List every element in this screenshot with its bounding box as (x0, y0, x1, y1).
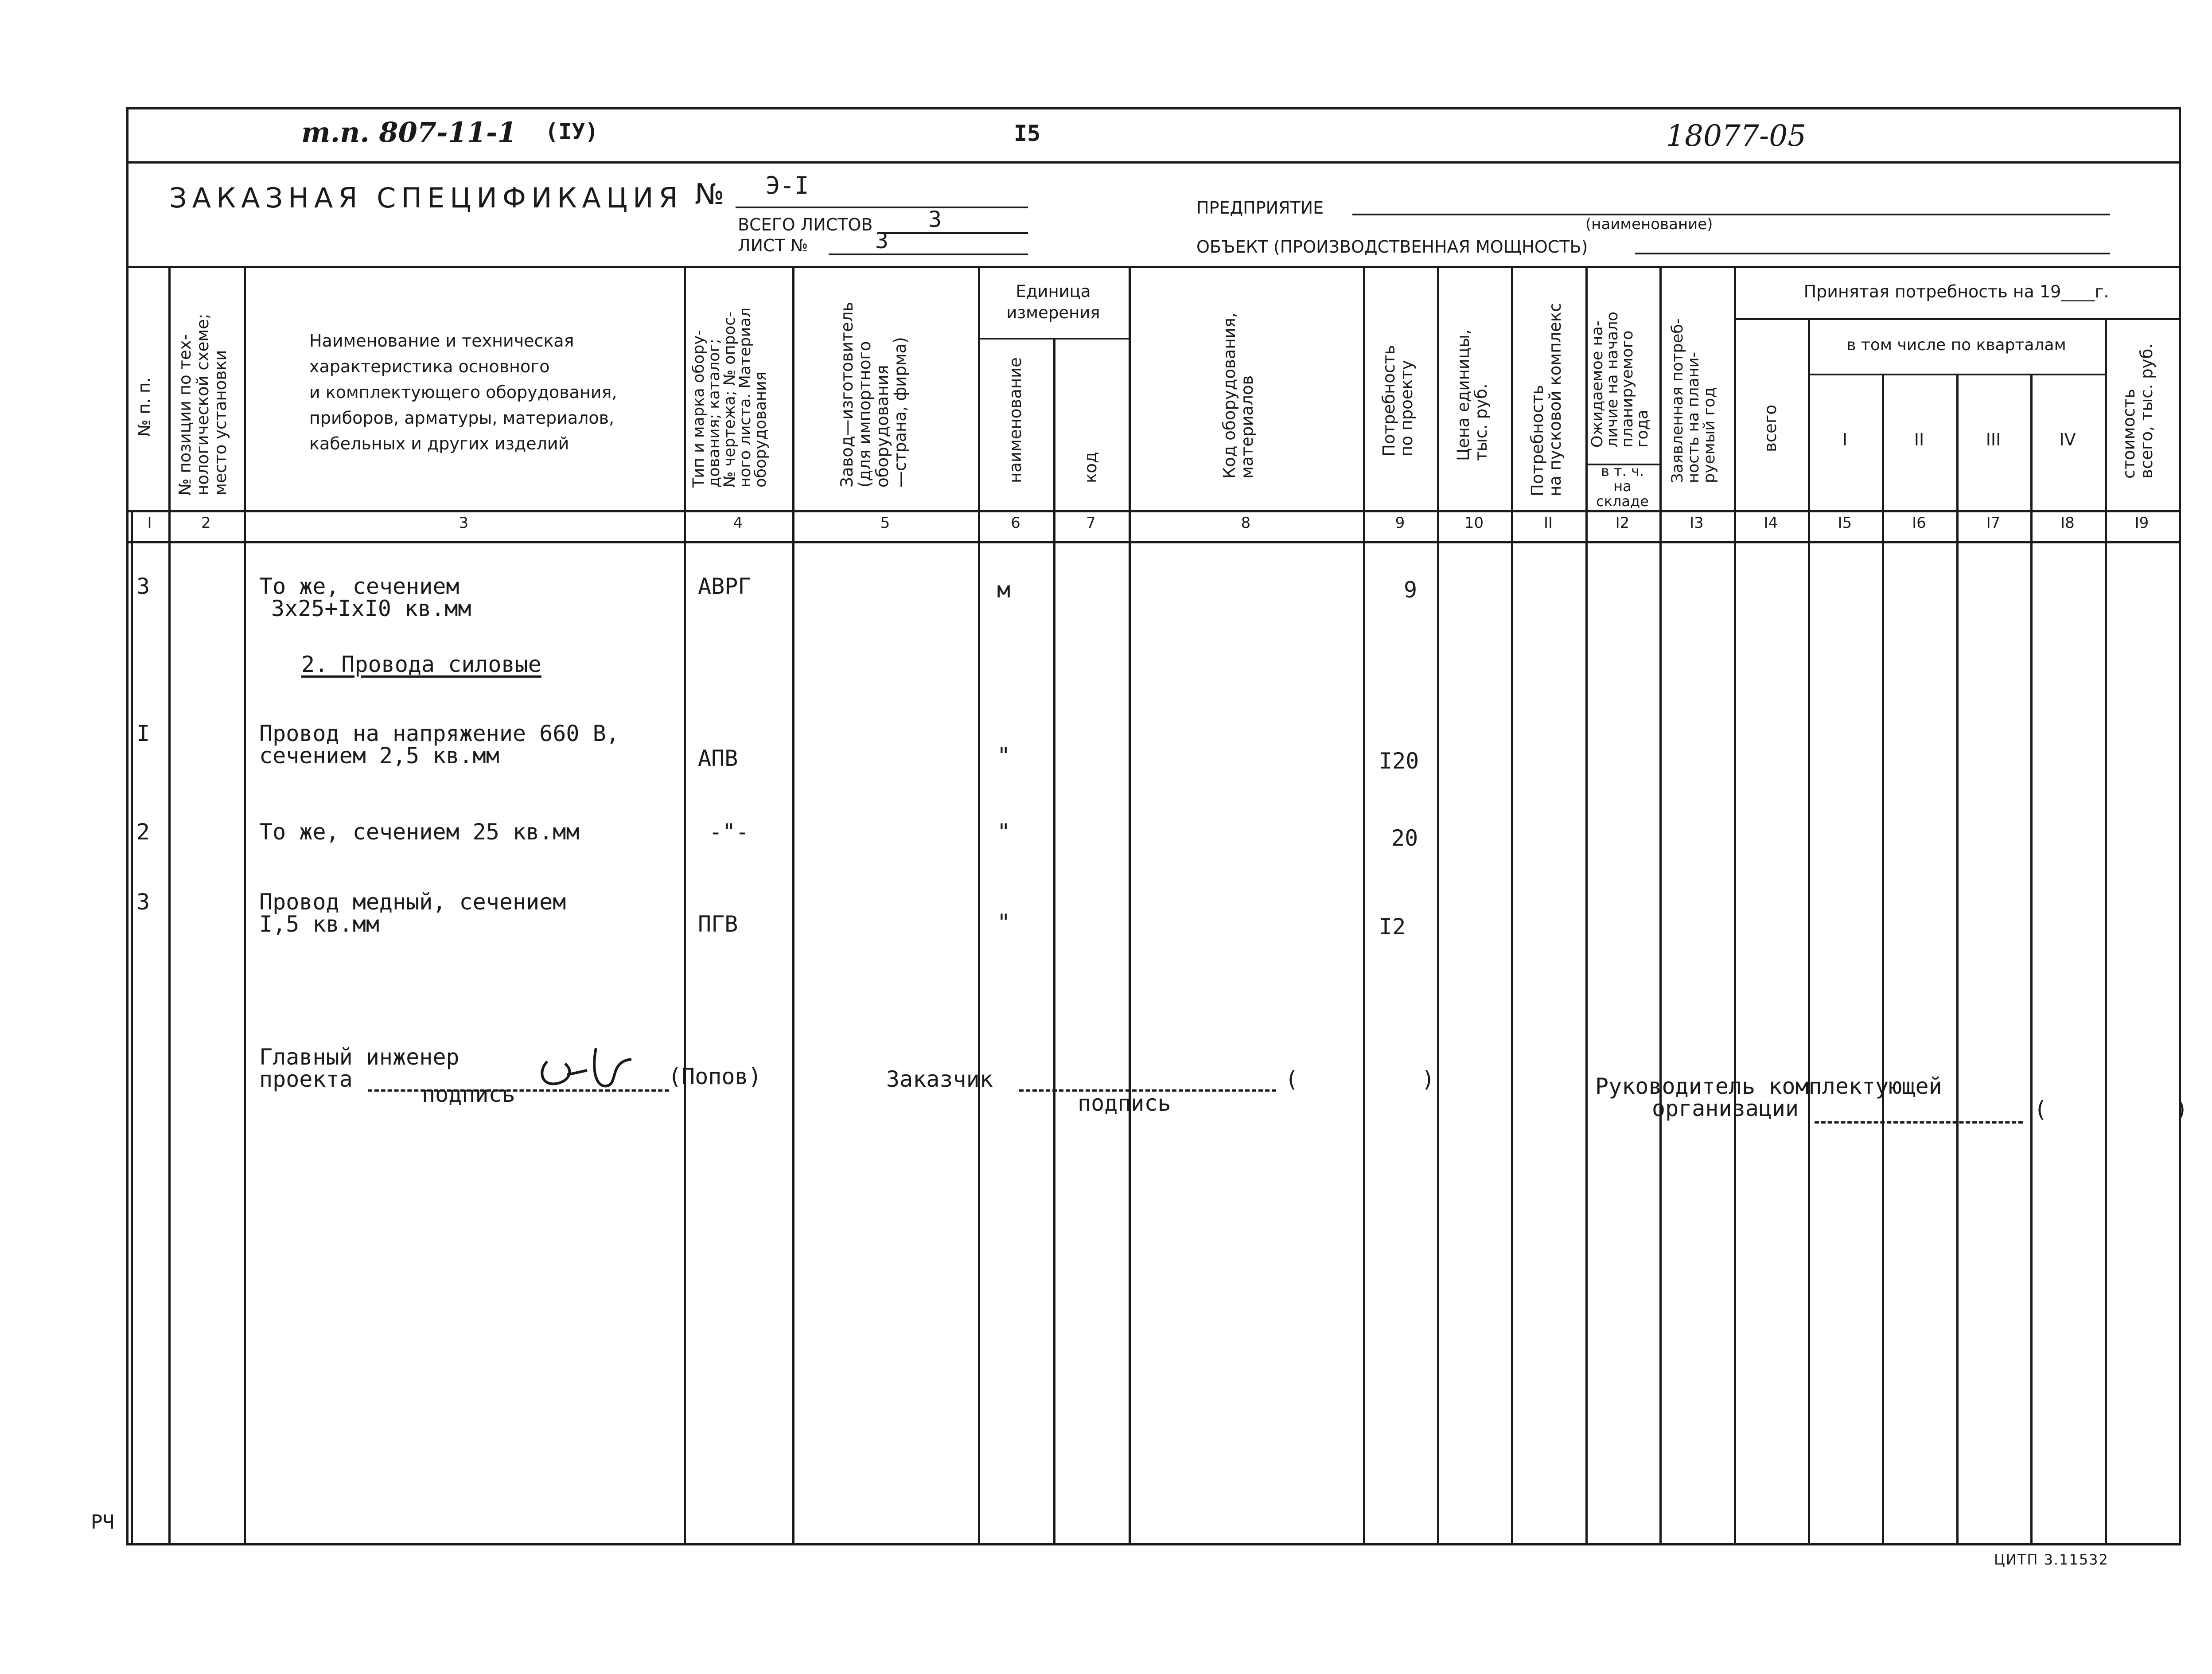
col-sep-4 (792, 266, 794, 1545)
footer-mark: ЦИТП 3.11532 (1994, 1551, 2109, 1568)
customer-signature-caption: подпись (1078, 1090, 1171, 1116)
col-sep-14 (1808, 318, 1810, 1545)
col-sep-15 (1882, 374, 1884, 1545)
header-unit-name: наименование (1006, 357, 1025, 483)
row-4-name-line2: I,5 кв.мм (259, 911, 379, 937)
spec-title: ЗАКАЗНАЯ СПЕЦИФИКАЦИЯ (169, 182, 683, 214)
header-scheme-position: № позиции по тех- нологической схеме; место установки (175, 313, 230, 496)
header-unit-price: Цена единицы, тыс. руб. (1454, 329, 1491, 461)
row-1-name-line2: 3x25+IxI0 кв.мм (271, 596, 471, 621)
customer-name-open: ( (1285, 1066, 1299, 1092)
supplier-name-open: ( (2034, 1096, 2048, 1122)
header-manufacturer: Завод—изготовитель (для импортного оборудования —страна, фирма) (837, 301, 910, 488)
engineer-name: (Попов) (668, 1064, 762, 1089)
col-sep-3 (684, 266, 686, 1545)
colnum-15: I5 (1838, 514, 1852, 532)
accepted-group-rule (1734, 318, 2179, 320)
colnum-10: 10 (1464, 514, 1484, 532)
col-sep-2 (244, 266, 246, 1545)
header-pos-no: № п. п. (135, 377, 154, 437)
header-q4: IV (2059, 430, 2076, 449)
col-sep-5 (978, 266, 980, 1545)
header-expected-stock: Ожидаемое на- личие на начало планируемого года (1589, 312, 1651, 448)
colnum-11: II (1543, 514, 1553, 532)
doc-code: т.п. 807-11-1 (301, 116, 517, 148)
title-block-bottom (126, 266, 2181, 268)
archive-number: 18077-05 (1666, 119, 1807, 153)
col-sep-9 (1437, 266, 1439, 1545)
col-sep-1 (168, 266, 171, 1545)
row-1-type: АВРГ (698, 574, 752, 599)
supplier-name-close: ) (2175, 1096, 2189, 1122)
header-total: всего (1761, 405, 1780, 452)
header-cost: стоимость всего, тыс. руб. (2119, 343, 2156, 479)
top-strip-bottom (126, 161, 2181, 164)
row-3-no: 2 (136, 819, 150, 845)
row-4-unit: " (997, 909, 1011, 935)
frame-right (2179, 107, 2181, 1545)
header-q3: III (1986, 430, 2001, 449)
header-quarters-group: в том числе по кварталам (1846, 336, 2066, 354)
enterprise-line (1352, 214, 2110, 215)
col-sep-16 (1956, 374, 1959, 1545)
engineer-signature-mark (530, 1044, 654, 1110)
page-number: I5 (1014, 121, 1041, 146)
row-2-no: I (136, 721, 150, 746)
header-equipment-code: Код оборудования, материалов (1220, 312, 1257, 479)
header-q1: I (1842, 430, 1848, 449)
header-q2: II (1914, 430, 1924, 449)
col-sep-18 (2105, 318, 2107, 1545)
spec-number-line (736, 207, 1028, 208)
colnum-1: I (147, 514, 152, 532)
row-4-qty: I2 (1379, 914, 1406, 940)
colnum-2: 2 (201, 514, 211, 532)
header-bottom (126, 510, 2181, 512)
row-4-type: ПГВ (698, 911, 738, 937)
row-3-name-line1: То же, сечением 25 кв.мм (259, 819, 580, 845)
supplier-title-line2: организации (1652, 1096, 1799, 1121)
header-accepted-group: Принятая потребность на 19____г. (1803, 282, 2109, 301)
colnum-9: 9 (1395, 514, 1405, 532)
colnum-12: I2 (1615, 514, 1630, 532)
frame-bottom (126, 1543, 2181, 1545)
engineer-title-line2: проекта (259, 1066, 353, 1092)
col-sep-7 (1129, 266, 1131, 1545)
row-2-type: АПВ (698, 745, 738, 771)
supplier-signature-line (1815, 1121, 2023, 1124)
header-stock-sub: в т. ч. на складе (1596, 463, 1649, 510)
col-sep-8 (1363, 266, 1365, 1545)
row-1-unit: м (997, 577, 1011, 603)
spec-number-value: Э-I (766, 172, 809, 199)
row-4-no: 3 (136, 889, 150, 915)
row-4-name-line1: Провод медный, сечением (259, 889, 566, 915)
section-heading: 2. Провода силовые (301, 652, 541, 677)
row-1-no: 3 (136, 574, 150, 599)
header-name: Наименование и техническая характеристика основного и комплектующего оборудования, приборов, арматуры, материалов, кабельных и других изделий (309, 331, 617, 453)
colnum-16: I6 (1912, 514, 1926, 532)
header-startup-need: Потребность на пусковой комплекс (1528, 303, 1565, 496)
object-label: ОБЪЕКТ (ПРОИЗВОДСТВЕННАЯ МОЩНОСТЬ) (1196, 237, 1588, 257)
colnum-19: I9 (2134, 514, 2149, 532)
row-3-unit: " (997, 819, 1011, 845)
margin-mark: РЧ (91, 1511, 114, 1534)
colnum-4: 4 (733, 514, 743, 532)
col-sep-17 (2030, 374, 2033, 1545)
row-2-name-line1: Провод на напряжение 660 В, (259, 721, 619, 746)
customer-label: Заказчик (886, 1066, 993, 1092)
header-project-need: Потребность по проекту (1379, 345, 1416, 457)
total-sheets-value: 3 (928, 207, 942, 232)
colnum-18: I8 (2060, 514, 2075, 532)
customer-name-close: ) (1421, 1066, 1435, 1092)
row-2-qty: I20 (1379, 748, 1419, 774)
frame-left (126, 107, 129, 1545)
total-sheets-label: ВСЕГО ЛИСТОВ (738, 215, 873, 234)
colnum-14: I4 (1764, 514, 1778, 532)
colnum-3: 3 (459, 514, 469, 532)
header-declared-need: Заявленная потреб- ность на плани- руемый год (1669, 318, 1718, 483)
spec-number-label: № (695, 178, 724, 211)
album-number: (IУ) (545, 119, 599, 144)
sheet-line (829, 254, 1028, 255)
row-2-name-line2: сечением 2,5 кв.мм (259, 743, 499, 769)
col-sep-11 (1585, 266, 1588, 1545)
header-unit-code: код (1081, 452, 1100, 483)
colnum-8: 8 (1241, 514, 1251, 532)
enterprise-caption: (наименование) (1585, 215, 1713, 233)
engineer-title-line1: Главный инженер (259, 1044, 460, 1070)
col-sep-12 (1659, 266, 1662, 1545)
col-sep-10 (1511, 266, 1513, 1545)
sheet-label: ЛИСТ № (738, 236, 808, 255)
sheet-value: 3 (875, 228, 889, 254)
supplier-title-line1: Руководитель комплектующей (1595, 1073, 1942, 1099)
col-sep-13 (1734, 266, 1736, 1545)
frame-left-double (131, 510, 133, 1545)
colnum-7: 7 (1086, 514, 1096, 532)
row-3-qty: 20 (1391, 825, 1418, 851)
header-type-brand: Тип и марка обору- дования; каталог; № чертежа; № опрос- ного листа. Материал оборудования (690, 307, 770, 488)
row-1-name-line1: То же, сечением (259, 574, 460, 599)
frame-top (126, 107, 2181, 109)
row-1-qty: 9 (1404, 577, 1418, 603)
colnum-5: 5 (880, 514, 890, 532)
engineer-signature-caption: подпись (422, 1081, 515, 1107)
colnum-row-bottom (126, 541, 2181, 543)
total-sheets-line (880, 232, 1028, 234)
header-unit-group: Единица измерения (1006, 282, 1100, 322)
colnum-17: I7 (1986, 514, 2001, 532)
colnum-13: I3 (1690, 514, 1704, 532)
colnum-6: 6 (1011, 514, 1020, 532)
row-3-type: -"- (709, 819, 749, 845)
object-line (1635, 253, 2110, 254)
row-2-unit: " (997, 743, 1011, 769)
enterprise-label: ПРЕДПРИЯТИЕ (1196, 198, 1324, 218)
